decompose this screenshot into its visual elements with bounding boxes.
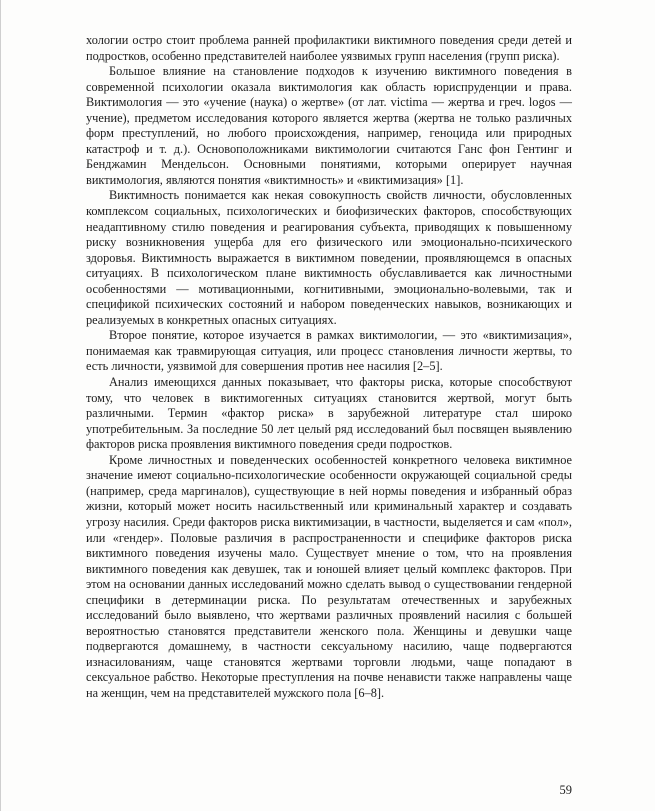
paragraph-3: Виктимность понимается как некая совокупность свойств личности, обусловленных комплексом социальных, психологических и биофизических факторов, способствующих неадаптивному стилю поведения и реагирования субъекта, приводящих к повышенному риску возникновения ущерба для его физического или эмоционально-психического здоровья. Виктимность выражается в виктимном поведении, проявляющемся в опасных ситуациях. В психологическом плане виктимность обуславливается как личностными особенностями — мотивационными, когнитивными, эмоционально-волевыми, так и спецификой психических состояний и набором поведенческих навыков, возникающих и реализуемых в конкретных опасных ситуациях. (86, 188, 572, 327)
paragraph-1: хологии остро стоит проблема ранней профилактики виктимного поведения среди детей и подростков, особенно представителей наиболее уязвимых групп населения (групп риска). (86, 33, 572, 63)
page-number: 59 (559, 783, 572, 797)
paragraph-6: Кроме личностных и поведенческих особенностей конкретного человека виктимное значение имеют социально-психологические особенности окружающей социальной среды (например, среда маргиналов), существующие в ней нормы поведения и избранный образ жизни, который может носить насильственный или криминальный характер и создавать угрозу насилия. Среди факторов риска виктимизации, в частности, выделяется и сам «пол», или «гендер». Половые различия в распространенности и специфике факторов риска виктимного поведения изучены мало. Существует мнение о том, что на проявления виктимного поведения как девушек, так и юношей влияет целый комплекс факторов. При этом на основании данных исследований можно сделать вывод о существовании гендерной специфики в детерминации риска. По результатам отечественных и зарубежных исследований было выявлено, что жертвами различных проявлений насилия с большей вероятностью становятся представители женского пола. Женщины и девушки чаще подвергаются домашнему, в частности сексуальному насилию, чаще подвергаются изнасилованиям, чаще становятся жертвами торговли людьми, чаще попадают в сексуальное рабство. Некоторые преступления на почве ненависти также направлены чаще на женщин, чем на представителей мужского пола [6–8]. (86, 452, 572, 700)
body-text (86, 33, 572, 702)
paragraph-5: Анализ имеющихся данных показывает, что факторы риска, которые способствуют тому, что человек в виктимогенных ситуациях становится жертвой, могут быть различными. Термин «фактор риска» в зарубежной литературе стал широко употребительным. За последние 50 лет целый ряд исследований был посвящен выявлению факторов риска проявления виктимного поведения среди подростков. (86, 375, 572, 452)
paragraph-2: Большое влияние на становление подходов к изучению виктимного поведения в современной психологии оказала виктимология как область юриспруденции и права. Виктимология — это «учение (наука) о жертве» (от лат. victima — жертва и греч. logos — учение), предметом исследования которого является жертва (жертва не только различных форм преступлений, но любого происхождения, например, геноцида или природных катастроф и т. д.). Основоположниками виктимологии считаются Ганс фон Гентинг и Бенджамин Мендельсон. Основными понятиями, которыми оперирует научная виктимология, являются понятия «виктимность» и «виктимизация» [1]. (86, 64, 572, 187)
paragraph-4: Второе понятие, которое изучается в рамках виктимологии, — это «виктимизация», понимаемая как травмирующая ситуация, или процесс становления личности жертвы, то есть личности, уязвимой для совершения против нее насилия [2–5]. (86, 328, 572, 374)
